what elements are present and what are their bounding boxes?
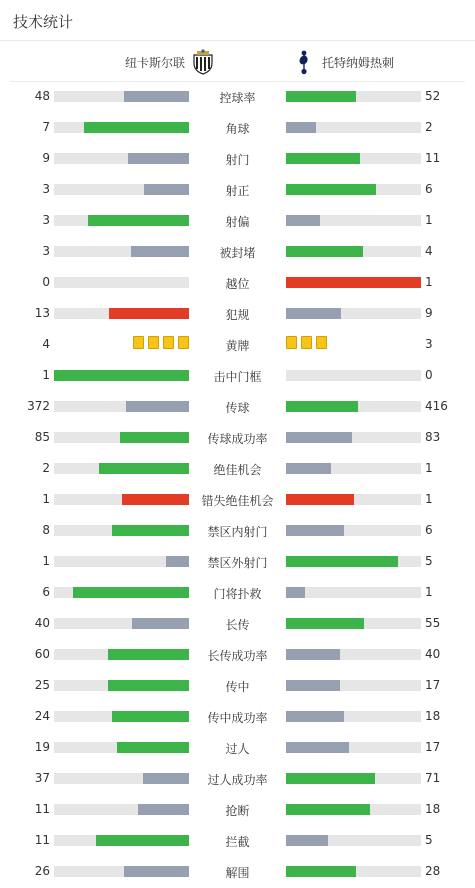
away-bar: [286, 153, 360, 164]
home-bar-track: [54, 866, 189, 877]
stat-label: 传球: [225, 401, 250, 415]
away-bar: [286, 91, 356, 102]
away-bar-track: [286, 680, 421, 691]
away-bar: [286, 587, 305, 598]
stat-label: 射正: [225, 184, 250, 198]
away-value: 40: [425, 647, 441, 661]
home-value: 24: [34, 709, 50, 723]
away-value: 5: [425, 833, 433, 847]
away-bar: [286, 246, 363, 257]
home-value: 9: [42, 151, 50, 165]
away-bar-track: [286, 587, 421, 598]
away-value: 83: [425, 430, 441, 444]
home-bar-track: [54, 153, 189, 164]
away-bar: [286, 866, 356, 877]
home-value: 85: [34, 430, 50, 444]
stat-row: [0, 298, 475, 329]
yellow-card-icon: [148, 336, 159, 349]
header: [0, 0, 475, 41]
home-bar: [73, 587, 189, 598]
away-bar-track: [286, 618, 421, 629]
away-value: 2: [425, 120, 433, 134]
away-value: 1: [425, 492, 433, 506]
home-bar: [124, 91, 189, 102]
stat-row: [0, 267, 475, 298]
home-bar: [99, 463, 189, 474]
away-bar: [286, 804, 370, 815]
home-bar: [132, 618, 189, 629]
away-bar: [286, 649, 340, 660]
away-bar: [286, 401, 358, 412]
stat-row: [0, 81, 475, 112]
home-value: 1: [42, 492, 50, 506]
away-bar-track: [286, 835, 421, 846]
home-bar-track: [54, 556, 189, 567]
home-value: 7: [42, 120, 50, 134]
home-value: 6: [42, 585, 50, 599]
away-bar-track: [286, 494, 421, 505]
away-value: 28: [425, 864, 441, 878]
stat-label: 过人: [225, 742, 250, 756]
stat-row: [0, 856, 475, 887]
away-value: 5: [425, 554, 433, 568]
teams-header: [10, 41, 465, 82]
home-bar: [112, 525, 189, 536]
away-bar: [286, 773, 375, 784]
home-bar-track: [54, 835, 189, 846]
home-bar: [122, 494, 190, 505]
stat-row: [0, 577, 475, 608]
yellow-card-icon: [301, 336, 312, 349]
away-value: 1: [425, 275, 433, 289]
home-bar: [88, 215, 189, 226]
stat-row: [0, 825, 475, 856]
yellow-card-icon: [286, 336, 297, 349]
home-bar-track: [54, 246, 189, 257]
stat-label: 控球率: [219, 91, 256, 105]
home-bar-track: [54, 804, 189, 815]
away-bar: [286, 680, 340, 691]
stat-label: 传中: [225, 680, 250, 694]
stat-label: 长传成功率: [207, 649, 268, 663]
home-bar-track: [54, 308, 189, 319]
away-bar: [286, 122, 316, 133]
away-bar: [286, 618, 364, 629]
away-bar: [286, 556, 398, 567]
away-bar-track: [286, 277, 421, 288]
stat-label: 过人成功率: [207, 773, 268, 787]
away-value: 18: [425, 709, 441, 723]
home-bar-track: [54, 773, 189, 784]
away-bar: [286, 494, 354, 505]
home-value: 26: [34, 864, 50, 878]
home-bar: [166, 556, 189, 567]
stat-row: [0, 732, 475, 763]
home-bar: [54, 370, 189, 381]
stat-row: [0, 422, 475, 453]
stat-label: 犯规: [225, 308, 250, 322]
stat-label: 错失绝佳机会: [201, 494, 274, 508]
away-bar-track: [286, 153, 421, 164]
home-bar: [108, 680, 189, 691]
stat-row: [0, 329, 475, 360]
stat-row: [0, 763, 475, 794]
stat-label: 禁区内射门: [207, 525, 268, 539]
home-value: 60: [34, 647, 50, 661]
stat-label: 越位: [225, 277, 250, 291]
away-bar-track: [286, 91, 421, 102]
away-value: 1: [425, 585, 433, 599]
away-bar: [286, 277, 421, 288]
away-value: 6: [425, 182, 433, 196]
home-value: 40: [34, 616, 50, 630]
home-bar: [120, 432, 189, 443]
home-bar: [108, 649, 189, 660]
stat-row: [0, 236, 475, 267]
away-value: 17: [425, 740, 441, 754]
away-bar: [286, 525, 344, 536]
home-bar-track: [54, 91, 189, 102]
away-bar-track: [286, 401, 421, 412]
away-value: 6: [425, 523, 433, 537]
home-bar: [96, 835, 189, 846]
away-value: 1: [425, 461, 433, 475]
home-bar-track: [54, 742, 189, 753]
away-bar-track: [286, 711, 421, 722]
home-bar: [117, 742, 189, 753]
away-bar-track: [286, 184, 421, 195]
home-bar-track: [54, 277, 189, 288]
tottenham-cockerel-icon: [292, 49, 316, 75]
home-bar-track: [54, 711, 189, 722]
yellow-card-icon: [178, 336, 189, 349]
home-bar-track: [54, 587, 189, 598]
away-team[interactable]: [292, 49, 394, 75]
home-bar-track: [54, 432, 189, 443]
home-value: 4: [42, 337, 50, 351]
stat-label: 绝佳机会: [213, 463, 262, 477]
home-bar-track: [54, 184, 189, 195]
home-value: 13: [34, 306, 50, 320]
stat-row: [0, 453, 475, 484]
home-bar-track: [54, 370, 189, 381]
stat-label: 禁区外射门: [207, 556, 268, 570]
home-bar-track: [54, 463, 189, 474]
home-bar: [84, 122, 189, 133]
stat-row: [0, 639, 475, 670]
stat-row: [0, 515, 475, 546]
away-bar: [286, 835, 328, 846]
away-bar-track: [286, 308, 421, 319]
stat-row: [0, 174, 475, 205]
home-value: 48: [34, 89, 50, 103]
away-bar-track: [286, 773, 421, 784]
newcastle-crest-icon: [191, 49, 215, 75]
yellow-card-icon: [133, 336, 144, 349]
away-value: 18: [425, 802, 441, 816]
stats-list: [0, 81, 475, 887]
home-bar: [112, 711, 189, 722]
away-bar: [286, 184, 376, 195]
home-value: 19: [34, 740, 50, 754]
home-bar: [144, 184, 189, 195]
away-bar-track: [286, 463, 421, 474]
home-bar-track: [54, 649, 189, 660]
home-bar-track: [54, 525, 189, 536]
stat-row: [0, 546, 475, 577]
stat-row: [0, 794, 475, 825]
stat-row: [0, 112, 475, 143]
home-bar-track: [54, 401, 189, 412]
home-value: 2: [42, 461, 50, 475]
home-bar: [143, 773, 189, 784]
stat-row: [0, 484, 475, 515]
home-value: 11: [34, 802, 50, 816]
away-bar: [286, 711, 344, 722]
home-bar: [109, 308, 189, 319]
stat-label: 击中门框: [213, 370, 262, 384]
home-bar-track: [54, 215, 189, 226]
home-bar: [138, 804, 189, 815]
away-bar: [286, 215, 320, 226]
away-bar: [286, 308, 341, 319]
home-value: 3: [42, 182, 50, 196]
stat-label: 拦截: [225, 835, 250, 849]
home-value: 25: [34, 678, 50, 692]
stat-row: [0, 205, 475, 236]
home-bar: [131, 246, 189, 257]
home-bar-track: [54, 680, 189, 691]
page-title: 技术统计: [13, 13, 74, 31]
home-value: 372: [27, 399, 50, 413]
away-value: 71: [425, 771, 441, 785]
away-bar-track: [286, 742, 421, 753]
stat-row: [0, 670, 475, 701]
home-value: 11: [34, 833, 50, 847]
stat-label: 射偏: [225, 215, 250, 229]
away-bar-track: [286, 866, 421, 877]
home-bar: [126, 401, 189, 412]
stat-label: 黄牌: [225, 339, 250, 353]
away-yellow-cards: [286, 336, 327, 349]
away-bar-track: [286, 525, 421, 536]
stat-label: 门将扑救: [213, 587, 262, 601]
away-value: 416: [425, 399, 448, 413]
away-value: 11: [425, 151, 441, 165]
home-bar-track: [54, 122, 189, 133]
away-value: 0: [425, 368, 433, 382]
away-bar-track: [286, 370, 421, 381]
away-bar: [286, 742, 349, 753]
home-bar-track: [54, 494, 189, 505]
home-value: 3: [42, 213, 50, 227]
stat-label: 解围: [225, 866, 250, 880]
stat-label: 抢断: [225, 804, 250, 818]
home-value: 37: [34, 771, 50, 785]
away-value: 55: [425, 616, 441, 630]
stat-label: 传球成功率: [207, 432, 268, 446]
away-value: 17: [425, 678, 441, 692]
home-value: 1: [42, 368, 50, 382]
home-bar-track: [54, 618, 189, 629]
home-team-name: 纽卡斯尔联: [124, 55, 185, 70]
home-value: 3: [42, 244, 50, 258]
home-yellow-cards: [133, 336, 189, 349]
home-value: 8: [42, 523, 50, 537]
stat-row: [0, 360, 475, 391]
home-value: 1: [42, 554, 50, 568]
stat-label: 射门: [225, 153, 250, 167]
away-bar: [286, 463, 331, 474]
away-bar-track: [286, 649, 421, 660]
stat-row: [0, 701, 475, 732]
home-value: 0: [42, 275, 50, 289]
away-bar: [286, 432, 352, 443]
away-bar-track: [286, 556, 421, 567]
stat-label: 角球: [225, 122, 250, 136]
yellow-card-icon: [316, 336, 327, 349]
away-bar-track: [286, 804, 421, 815]
away-bar-track: [286, 215, 421, 226]
home-bar: [124, 866, 189, 877]
away-value: 4: [425, 244, 433, 258]
away-bar-track: [286, 122, 421, 133]
away-bar-track: [286, 432, 421, 443]
away-value: 1: [425, 213, 433, 227]
stat-row: [0, 143, 475, 174]
away-value: 9: [425, 306, 433, 320]
home-bar: [128, 153, 189, 164]
away-value: 52: [425, 89, 441, 103]
stat-row: [0, 391, 475, 422]
away-bar-track: [286, 246, 421, 257]
away-value: 3: [425, 337, 433, 351]
stat-row: [0, 608, 475, 639]
stat-label: 被封堵: [219, 246, 256, 260]
away-team-name: 托特纳姆热刺: [322, 55, 395, 70]
stat-label: 长传: [225, 618, 250, 632]
stat-label: 传中成功率: [207, 711, 268, 725]
yellow-card-icon: [163, 336, 174, 349]
home-team[interactable]: [125, 49, 215, 75]
